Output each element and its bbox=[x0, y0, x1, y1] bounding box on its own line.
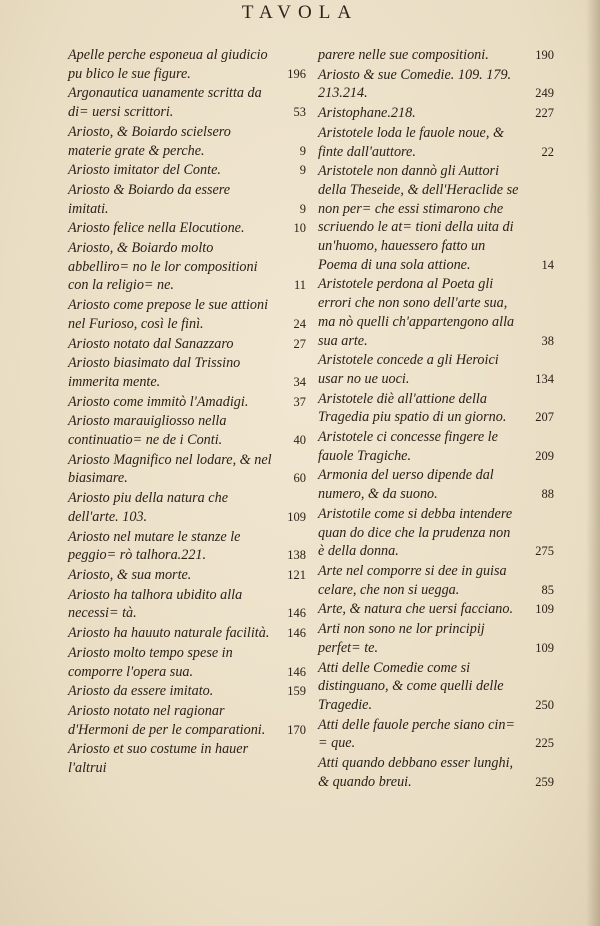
entry-text: Ariosto come immitò l'Amadigi. bbox=[68, 393, 249, 410]
entry-text: Ariosto, & Boiardo molto abbelliro= no le lor compositioni con la religio= ne. bbox=[68, 240, 258, 294]
entry-text: Ariosto imitator del Conte. bbox=[68, 162, 221, 179]
entry-page-number: 275 bbox=[535, 544, 554, 559]
index-entry bbox=[318, 124, 554, 161]
entry-page-number: 138 bbox=[287, 548, 306, 563]
index-entry bbox=[318, 659, 554, 715]
index-entry bbox=[68, 123, 306, 160]
entry-page-number: 109 bbox=[535, 640, 554, 655]
entry-text: parere nelle sue compositioni. bbox=[318, 47, 489, 63]
index-entry bbox=[68, 219, 306, 238]
entry-text: Ariosto, & Boiardo scielsero materie grate & perche. bbox=[68, 123, 231, 159]
index-entry bbox=[318, 66, 554, 103]
index-entry bbox=[68, 161, 306, 180]
entry-page-number: 24 bbox=[293, 316, 306, 331]
index-entry bbox=[318, 716, 554, 753]
entry-text: Ariosto da essere imitato. bbox=[68, 683, 214, 700]
entry-text: Aristotele ci concesse fingere le fauole Tragiche. bbox=[318, 429, 498, 464]
index-entry bbox=[68, 489, 306, 526]
entry-page-number: 34 bbox=[293, 374, 306, 389]
entry-text: Arte, & natura che uersi facciano. bbox=[318, 601, 514, 618]
entry-text: Arte nel comporre si dee in guisa celare, che non si uegga. bbox=[318, 562, 507, 598]
entry-text: Ariosto ha hauuto naturale facilità. bbox=[68, 625, 270, 642]
entry-page-number: 109 bbox=[535, 602, 554, 617]
entry-page-number: 259 bbox=[535, 774, 554, 789]
entry-page-number: 250 bbox=[535, 697, 554, 712]
entry-page-number: 196 bbox=[287, 66, 306, 81]
entry-text: Atti delle Comedie come si distinguano, & come quelli delle Tragedie. bbox=[318, 659, 504, 713]
entry-text: Aristotile come si debba intendere quan do dice che la prudenza non è della donna. bbox=[318, 505, 513, 560]
entry-page-number: 146 bbox=[287, 664, 306, 679]
entry-text: Aristotele loda le fauole noue, & finte dall'auttore. bbox=[318, 124, 504, 160]
index-entry bbox=[68, 682, 306, 701]
entry-page-number: 40 bbox=[293, 433, 306, 448]
entry-page-number: 11 bbox=[293, 278, 306, 293]
entry-text: Ariosto, & sua morte. bbox=[68, 566, 192, 583]
index-entry bbox=[68, 644, 306, 681]
index-entry bbox=[68, 702, 306, 739]
index-entry bbox=[68, 586, 306, 623]
entry-text: Ariosto notato dal Sanazzaro bbox=[68, 335, 234, 352]
index-entry bbox=[318, 754, 554, 791]
index-entry bbox=[68, 624, 306, 643]
entry-page-number: 249 bbox=[535, 86, 554, 101]
entry-text: Armonia del uerso dipende dal numero, & da suono. bbox=[318, 467, 494, 503]
entry-text: Ariosto & Boiardo da essere imitati. bbox=[68, 181, 231, 217]
entry-text: Ariosto piu della natura che dell'arte. 103. bbox=[68, 490, 228, 525]
index-entry bbox=[318, 620, 554, 657]
entry-text: Aristotele concede a gli Heroici usar no ue uoci. bbox=[318, 352, 499, 387]
entry-page-number: 37 bbox=[293, 394, 306, 409]
index-entry bbox=[68, 412, 306, 449]
index-entry bbox=[68, 528, 306, 565]
index-column-left bbox=[68, 46, 306, 779]
index-entry bbox=[68, 566, 306, 585]
entry-text: Apelle perche esponeua al giudicio pu blico le sue figure. bbox=[68, 47, 268, 82]
entry-page-number: 146 bbox=[287, 606, 306, 621]
entry-page-number: 38 bbox=[541, 333, 554, 348]
entry-text: Atti delle fauole perche siano cin= = que. bbox=[318, 716, 515, 752]
entry-text: Atti quando debbano esser lunghi, & quando breui. bbox=[318, 755, 514, 790]
entry-page-number: 22 bbox=[541, 144, 554, 159]
entry-page-number: 146 bbox=[287, 626, 306, 641]
entry-page-number: 60 bbox=[293, 471, 306, 486]
page-edge-shadow bbox=[586, 0, 600, 926]
entry-page-number: 227 bbox=[535, 106, 554, 121]
index-entry bbox=[68, 451, 306, 488]
index-entry bbox=[318, 104, 554, 123]
entry-text: Ariosto et suo costume in hauer l'altrui bbox=[68, 741, 249, 777]
entry-text: Ariosto notato nel ragionar d'Hermoni de per le comparationi. bbox=[68, 702, 266, 738]
entry-page-number: 190 bbox=[535, 48, 554, 62]
entry-page-number: 53 bbox=[293, 105, 306, 120]
index-entry bbox=[318, 428, 554, 465]
entry-text: Arti non sono ne lor principij perfet= te. bbox=[318, 621, 485, 656]
index-entry bbox=[68, 335, 306, 354]
entry-page-number: 207 bbox=[535, 410, 554, 425]
entry-text: Argonautica uanamente scritta da di= uersi scrittori. bbox=[68, 85, 262, 121]
entry-page-number: 121 bbox=[287, 567, 306, 582]
index-entry bbox=[318, 505, 554, 561]
index-entry bbox=[68, 84, 306, 121]
index-entry bbox=[318, 162, 554, 274]
index-entry bbox=[68, 354, 306, 391]
entry-page-number: 109 bbox=[287, 509, 306, 524]
entry-page-number: 134 bbox=[535, 371, 554, 386]
index-entry bbox=[318, 562, 554, 599]
index-entry bbox=[318, 390, 554, 427]
entry-page-number: 10 bbox=[293, 221, 306, 236]
entry-page-number: 170 bbox=[287, 722, 306, 737]
entry-text: Ariosto come prepose le sue attioni nel Furioso, così le finì. bbox=[68, 297, 269, 332]
entry-text: Aristotele perdona al Poeta gli errori che non sono dell'arte sua, ma nò quelli ch'appartengono alla sua arte. bbox=[318, 276, 515, 349]
entry-page-number: 14 bbox=[541, 257, 554, 272]
entry-text: Ariosto nel mutare le stanze le peggio= rò talhora.221. bbox=[68, 528, 241, 564]
index-entry bbox=[68, 181, 306, 218]
entry-page-number: 9 bbox=[299, 163, 306, 178]
entry-text: Ariosto marauigliosso nella continuatio= ne de i Conti. bbox=[68, 413, 227, 449]
entry-page-number: 225 bbox=[535, 736, 554, 751]
entry-text: Aristotele non dannò gli Auttori della Theseide, & dell'Heraclide se non per= che essi stimarono che scriuendo le at= tioni della uita di un'huomo, hauessero fatto un Poema di una sola attione. bbox=[318, 163, 519, 273]
index-entry bbox=[318, 351, 554, 388]
index-entry bbox=[68, 296, 306, 333]
entry-text: Aristophane.218. bbox=[318, 105, 416, 122]
entry-text: Ariosto biasimato dal Trissino immerita mente. bbox=[68, 355, 241, 390]
entry-text: Aristotele diè all'attione della Tragedia piu spatio di un giorno. bbox=[318, 390, 507, 426]
index-entry bbox=[68, 239, 306, 295]
entry-text: Ariosto felice nella Elocutione. bbox=[68, 220, 245, 237]
index-entry bbox=[318, 600, 554, 619]
entry-page-number: 9 bbox=[299, 143, 306, 158]
index-column-right bbox=[318, 46, 554, 792]
entry-page-number: 88 bbox=[541, 487, 554, 502]
running-head: TAVOLA bbox=[241, 2, 359, 23]
entry-page-number: 85 bbox=[541, 582, 554, 597]
entry-text: Ariosto & sue Comedie. 109. 179. 213.214. bbox=[318, 66, 512, 102]
entry-page-number: 159 bbox=[287, 684, 306, 699]
entry-page-number: 27 bbox=[293, 336, 306, 351]
index-entry bbox=[318, 275, 554, 350]
entry-page-number: 209 bbox=[535, 448, 554, 463]
entry-page-number: 9 bbox=[299, 201, 306, 216]
index-entry bbox=[68, 46, 306, 83]
entry-text: Ariosto Magnifico nel lodare, & nel biasimare. bbox=[68, 451, 272, 487]
entry-text: Ariosto ha talhora ubidito alla necessi= tà. bbox=[68, 586, 243, 622]
index-entry bbox=[68, 393, 306, 412]
index-entry bbox=[318, 46, 554, 65]
index-entry bbox=[68, 740, 306, 777]
entry-text: Ariosto molto tempo spese in comporre l'opera sua. bbox=[68, 644, 233, 680]
index-entry bbox=[318, 466, 554, 503]
